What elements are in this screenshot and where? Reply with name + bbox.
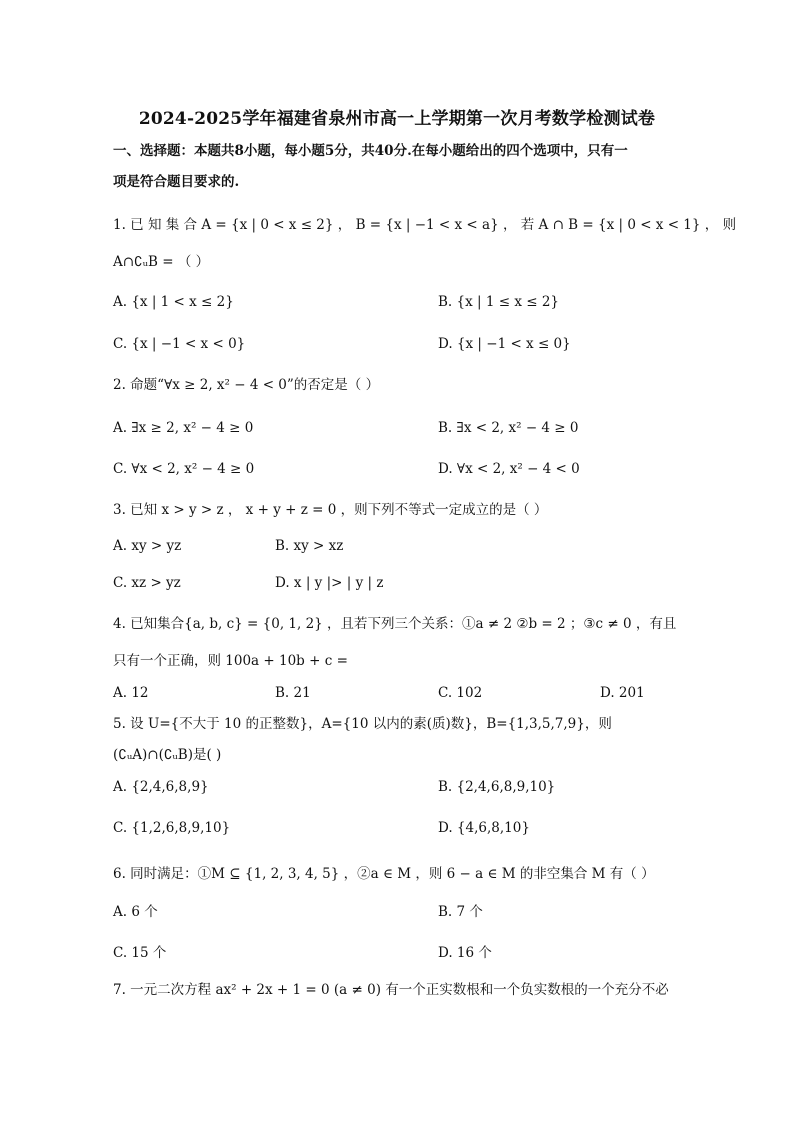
question-2-option-c: C. ∀x < 2, x² − 4 ≥ 0 [113,461,255,477]
question-5-option-a: A. {2,4,6,8,9} [113,779,209,795]
question-4-option-c: C. 102 [438,685,483,701]
page-title: 2024-2025学年福建省泉州市高一上学期第一次月考数学检测试卷 [138,109,656,129]
question-3-option-d: D. x | y |> | y | z [275,575,384,591]
question-4-option-d: D. 201 [600,685,645,701]
section-heading-line-1: 一、选择题：本题共8小题，每小题5分，共40分.在每小题给出的四个选项中，只有一 [113,143,628,159]
question-1-stem-line-2: A∩∁ᵤB = （ ） [113,254,210,270]
question-7-stem: 7. 一元二次方程 ax² + 2x + 1 = 0 (a ≠ 0) 有一个正实数根和一个负实数根的一个充分不必 [113,982,669,998]
question-2-stem: 2. 命题“∀x ≥ 2, x² − 4 < 0”的否定是（ ） [113,377,380,393]
question-1-option-d: D. {x | −1 < x ≤ 0} [438,336,571,352]
question-3-option-c: C. xz > yz [113,575,181,591]
question-5-option-c: C. {1,2,6,8,9,10} [113,820,231,836]
question-5-stem-line-2: (∁ᵤA)∩(∁ᵤB)是( ) [113,747,222,763]
question-6-option-b: B. 7 个 [438,904,483,920]
question-3-option-a: A. xy > yz [113,538,182,554]
question-6-option-d: D. 16 个 [438,945,492,961]
question-4-stem-line-1: 4. 已知集合{a, b, c} = {0, 1, 2} ，且若下列三个关系：①a ≠ 2 ②b = 2 ；③c ≠ 0 ，有且 [113,616,677,632]
question-2-option-d: D. ∀x < 2, x² − 4 < 0 [438,461,580,477]
question-3-option-b: B. xy > xz [275,538,344,554]
question-3-stem: 3. 已知 x > y > z ， x + y + z = 0 ，则下列不等式一定成立的是（ ） [113,502,548,518]
question-6-option-c: C. 15 个 [113,945,167,961]
question-4-option-b: B. 21 [275,685,311,701]
question-6-option-a: A. 6 个 [113,904,158,920]
question-6-stem: 6. 同时满足：①M ⊆ {1, 2, 3, 4, 5} ，②a ∈ M ，则 6 − a ∈ M 的非空集合 M 有（ ） [113,866,655,882]
question-5-option-b: B. {2,4,6,8,9,10} [438,779,556,795]
question-1-stem-line-1: 1. 已 知 集 合 A = {x | 0 < x ≤ 2} ， B = {x | −1 < x < a} ， 若 A ∩ B = {x | 0 < x < 1} ， 则 [113,217,737,233]
question-5-option-d: D. {4,6,8,10} [438,820,530,836]
question-2-option-b: B. ∃x < 2, x² − 4 ≥ 0 [438,420,579,436]
question-2-option-a: A. ∃x ≥ 2, x² − 4 ≥ 0 [113,420,254,436]
question-1-option-a: A. {x | 1 < x ≤ 2} [113,294,234,310]
question-1-option-c: C. {x | −1 < x < 0} [113,336,246,352]
question-4-option-a: A. 12 [113,685,149,701]
section-heading-line-2: 项是符合题目要求的. [113,174,240,190]
question-1-option-b: B. {x | 1 ≤ x ≤ 2} [438,294,560,310]
question-5-stem-line-1: 5. 设 U={不大于 10 的正整数}，A={10 以内的素(质)数}，B={1,3,5,7,9}，则 [113,716,612,732]
question-4-stem-line-2: 只有一个正确，则 100a + 10b + c = [113,653,348,669]
